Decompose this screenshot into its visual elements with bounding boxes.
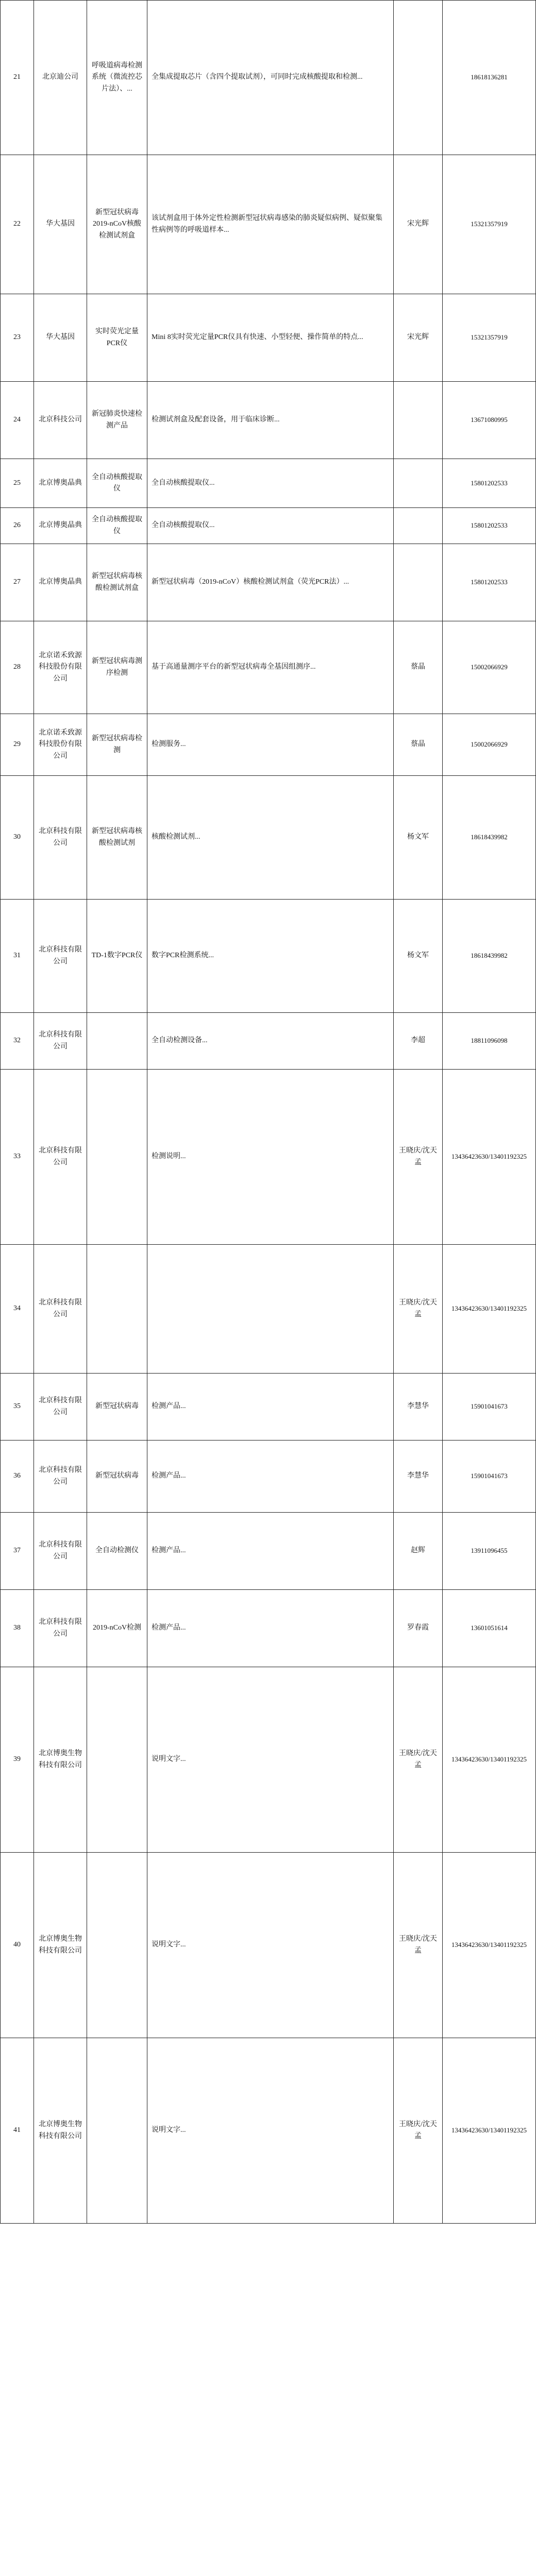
table-row [1,1853,536,2038]
contact-phone: 13671080995 [443,382,536,459]
contact-phone: 15801202533 [443,459,536,508]
contact-person: 王晓庆/沈天孟 [394,1853,443,2038]
table-row [1,1513,536,1590]
contact-person: 杨文军 [394,900,443,1013]
company-name: 北京科技有限公司 [34,1590,87,1667]
row-number: 26 [1,508,34,544]
row-number: 24 [1,382,34,459]
contact-phone: 13436423630/13401192325 [443,1667,536,1853]
product-description: 全自动核酸提取仪... [147,459,394,508]
product-name [87,1245,147,1374]
company-name: 北京博奥晶典 [34,544,87,621]
table-row [1,382,536,459]
product-name: 全自动核酸提取仪 [87,459,147,508]
contact-person: 赵辉 [394,1513,443,1590]
contact-phone: 18618136281 [443,1,536,155]
product-name: 新型冠状病毒 [87,1440,147,1513]
product-description: 该试剂盒用于体外定性检测新型冠状病毒感染的肺炎疑似病例、疑似聚集性病例等的呼吸道样本... [147,155,394,294]
product-description: 核酸检测试剂... [147,776,394,900]
contact-person: 罗春霞 [394,1590,443,1667]
contact-phone: 18618439982 [443,900,536,1013]
contact-phone: 15801202533 [443,544,536,621]
product-name [87,1853,147,2038]
row-number: 41 [1,2038,34,2224]
row-number: 32 [1,1013,34,1070]
row-number: 34 [1,1245,34,1374]
company-name: 北京迪公司 [34,1,87,155]
table-row [1,155,536,294]
contact-person [394,382,443,459]
company-name: 北京诺禾致源科技股份有限公司 [34,621,87,714]
row-number: 21 [1,1,34,155]
product-description: 全自动检测设备... [147,1013,394,1070]
product-name: 全自动核酸提取仪 [87,508,147,544]
contact-phone: 18811096098 [443,1013,536,1070]
contact-person: 宋光辉 [394,155,443,294]
table-row [1,1245,536,1374]
contact-phone: 15321357919 [443,155,536,294]
product-description: 说明文字... [147,2038,394,2224]
row-number: 25 [1,459,34,508]
table-row [1,1667,536,1853]
contact-person [394,544,443,621]
contact-person: 蔡晶 [394,621,443,714]
product-name: 新型冠状病毒核酸检测试剂 [87,776,147,900]
contact-person: 李慧华 [394,1440,443,1513]
product-description: 说明文字... [147,1667,394,1853]
row-number: 38 [1,1590,34,1667]
contact-person [394,508,443,544]
row-number: 22 [1,155,34,294]
table-row [1,900,536,1013]
product-description: 检测服务... [147,714,394,776]
contact-phone: 13601051614 [443,1590,536,1667]
table-row [1,544,536,621]
product-description: 基于高通量测序平台的新型冠状病毒全基因组测序... [147,621,394,714]
contact-phone: 15801202533 [443,508,536,544]
product-description: 说明文字... [147,1853,394,2038]
company-name: 北京科技公司 [34,382,87,459]
contact-person: 蔡晶 [394,714,443,776]
product-description: 全自动核酸提取仪... [147,508,394,544]
row-number: 31 [1,900,34,1013]
company-name: 北京科技有限公司 [34,1440,87,1513]
product-description: 检测试剂盒及配套设备，用于临床诊断... [147,382,394,459]
contact-phone: 13436423630/13401192325 [443,1853,536,2038]
product-name [87,1013,147,1070]
product-description: Mini 8实时荧光定量PCR仪具有快速、小型轻便、操作简单的特点... [147,294,394,382]
product-name: 全自动检测仪 [87,1513,147,1590]
table-row [1,714,536,776]
row-number: 29 [1,714,34,776]
product-description [147,1245,394,1374]
row-number: 37 [1,1513,34,1590]
table-row [1,1070,536,1245]
contact-person: 李超 [394,1013,443,1070]
table-row [1,621,536,714]
row-number: 33 [1,1070,34,1245]
contact-person: 李慧华 [394,1374,443,1440]
product-name [87,1667,147,1853]
company-name: 北京科技有限公司 [34,1245,87,1374]
product-description: 检测产品... [147,1513,394,1590]
table-row [1,2038,536,2224]
contact-phone: 13436423630/13401192325 [443,2038,536,2224]
product-name: 2019-nCoV检测 [87,1590,147,1667]
table-row [1,1440,536,1513]
contact-person: 王晓庆/沈天孟 [394,1070,443,1245]
contact-phone: 15321357919 [443,294,536,382]
contact-phone: 13436423630/13401192325 [443,1070,536,1245]
table-row [1,508,536,544]
product-description: 检测产品... [147,1440,394,1513]
table-row [1,1590,536,1667]
product-name [87,2038,147,2224]
company-name: 北京博奥生物科技有限公司 [34,2038,87,2224]
row-number: 23 [1,294,34,382]
table-row [1,459,536,508]
table-row [1,776,536,900]
product-name: 新型冠状病毒 [87,1374,147,1440]
contact-person: 杨文军 [394,776,443,900]
company-name: 北京科技有限公司 [34,1013,87,1070]
company-name: 北京科技有限公司 [34,1513,87,1590]
product-description: 检测产品... [147,1374,394,1440]
product-name: 新型冠状病毒2019-nCoV核酸检测试剂盒 [87,155,147,294]
row-number: 28 [1,621,34,714]
table-row [1,1013,536,1070]
product-name: 新型冠状病毒检测 [87,714,147,776]
product-name: 新型冠状病毒核酸检测试剂盒 [87,544,147,621]
row-number: 40 [1,1853,34,2038]
row-number: 36 [1,1440,34,1513]
row-number: 30 [1,776,34,900]
company-name: 北京科技有限公司 [34,1070,87,1245]
row-number: 35 [1,1374,34,1440]
contact-person: 王晓庆/沈天孟 [394,1667,443,1853]
contact-person: 王晓庆/沈天孟 [394,1245,443,1374]
table-row [1,1,536,155]
company-name: 北京博奥生物科技有限公司 [34,1853,87,2038]
company-name: 北京科技有限公司 [34,1374,87,1440]
product-description: 新型冠状病毒（2019-nCoV）核酸检测试剂盒（荧光PCR法）... [147,544,394,621]
contact-phone: 15002066929 [443,621,536,714]
contact-phone: 13436423630/13401192325 [443,1245,536,1374]
product-name: 新冠肺炎快速检测产品 [87,382,147,459]
contact-phone: 18618439982 [443,776,536,900]
product-description: 数字PCR检测系统... [147,900,394,1013]
contact-phone: 15901041673 [443,1440,536,1513]
row-number: 27 [1,544,34,621]
row-number: 39 [1,1667,34,1853]
company-name: 北京科技有限公司 [34,776,87,900]
table-row [1,1374,536,1440]
product-name: TD-1数字PCR仪 [87,900,147,1013]
company-name: 北京科技有限公司 [34,900,87,1013]
company-name: 北京博奥晶典 [34,459,87,508]
product-description: 全集成提取芯片（含四个提取试剂），可同时完成核酸提取和检测... [147,1,394,155]
product-name [87,1070,147,1245]
contact-person: 宋光辉 [394,294,443,382]
company-name: 北京博奥生物科技有限公司 [34,1667,87,1853]
company-name: 华大基因 [34,155,87,294]
table-row [1,294,536,382]
product-description: 检测说明... [147,1070,394,1245]
company-name: 华大基因 [34,294,87,382]
company-name: 北京博奥晶典 [34,508,87,544]
product-name: 呼吸道病毒检测系统（微流控芯片法）、... [87,1,147,155]
company-name: 北京诺禾致源科技股份有限公司 [34,714,87,776]
contact-phone: 15901041673 [443,1374,536,1440]
contact-phone: 15002066929 [443,714,536,776]
product-description: 检测产品... [147,1590,394,1667]
product-name: 新型冠状病毒测序检测 [87,621,147,714]
contact-person [394,1,443,155]
product-name: 实时荧光定量PCR仪 [87,294,147,382]
contact-person: 王晓庆/沈天孟 [394,2038,443,2224]
contact-person [394,459,443,508]
contact-phone: 13911096455 [443,1513,536,1590]
